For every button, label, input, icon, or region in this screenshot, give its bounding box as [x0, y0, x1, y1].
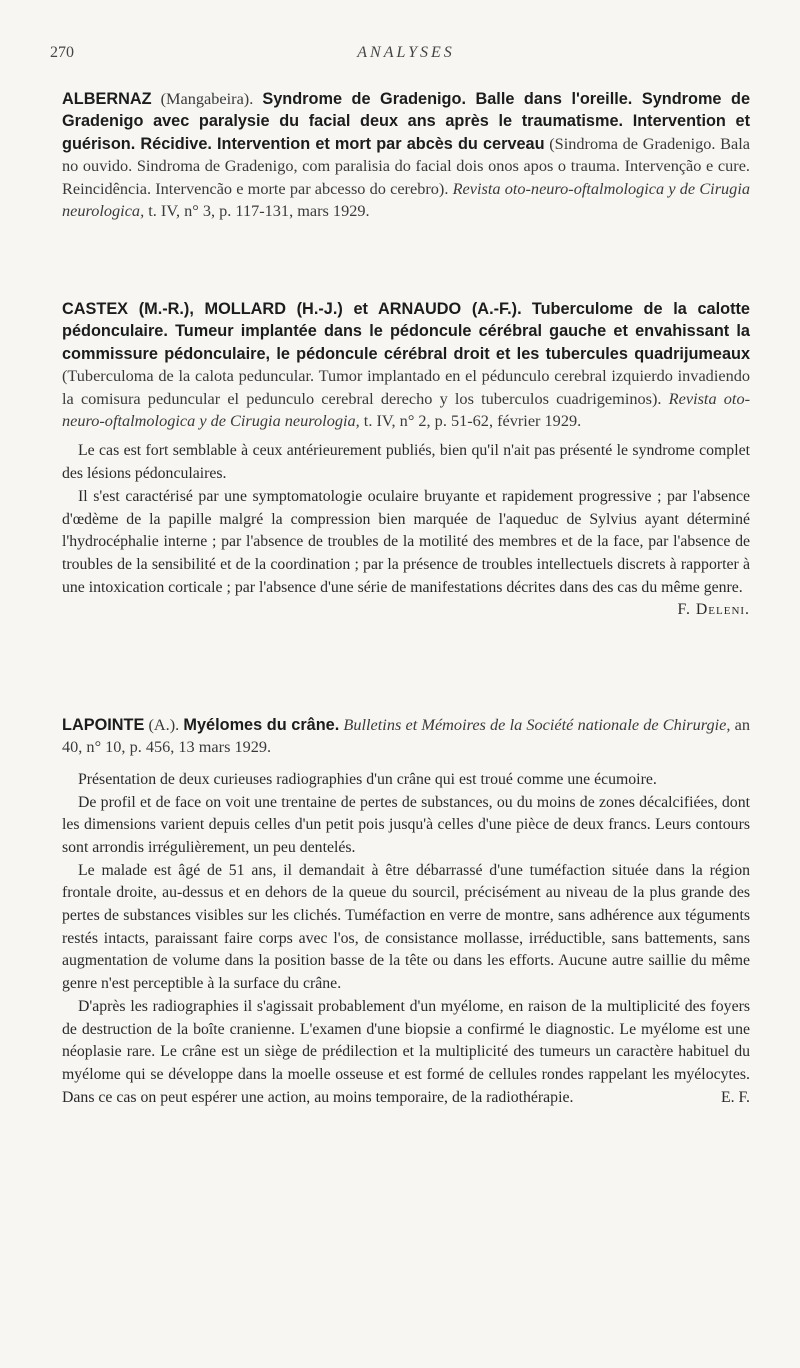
body-paragraph: Le malade est âgé de 51 ans, il demandait à être débarrassé d'une tuméfaction située dans la région frontale droite, au-dessus et en dehors de la queue du sourcil, précisément au niveau de la plus grande des pertes de substances visibles sur les clichés. Tuméfaction en verre de montre, sans adhérence aux téguments restés intacts, paraissant faire corps avec l'os, de consistance mollasse, irréductible, sans battements, sans augmentation de volume dans la position basse de la tête ou dans les efforts. Aucune autre saillie du même genre n'est perceptible à la surface du crâne.	[62, 861, 750, 993]
entry-title-fr: Myélomes du crâne.	[183, 716, 340, 734]
running-head: ANALYSES	[357, 44, 455, 61]
entry-title-original: (Sindroma de Gradenigo. Bala no ouvido. Sindroma de Gradenigo, com paralisia do facial dois onos apos o trauma. Intervenção e cure. Reincidência. Intervencão e morte par abcesso do cerebro).	[62, 133, 750, 198]
abstract-entry-albernaz	[62, 88, 750, 222]
entry-title-original: (Tuberculoma de la calota peduncular. Tumor implantado en el pédunculo cerebral izquierdo invadiendo la comisura peduncular el pedunculo cerebral derecho y los tuberculos cuadrigeminos).	[62, 366, 750, 408]
body-paragraph-text: D'après les radiographies il s'agissait probablement d'un myélome, en raison de la multiplicité des foyers de destruction de la boîte cranienne. L'examen d'une biopsie a confirmé le diagnostic. Le myélome est une néoplasie rare. Le crâne est un siège de prédilection et la multiplicité des tumeurs un caractère habituel du myélome qui se développe dans la moelle osseuse et est formé de cellules rondes rappelant les myélocytes. Dans ce cas on peut espérer une action, au moins temporaire, de la radiothérapie.	[62, 997, 750, 1106]
abstract-entry-castex	[62, 298, 750, 622]
entry-authors-paren: (A.).	[148, 715, 180, 734]
body-paragraph	[62, 486, 750, 619]
entry-citation: t. IV, n° 2, p. 51-62, février 1929.	[363, 411, 582, 431]
entry-authors: CASTEX (M.-R.), MOLLARD (H.-J.) et ARNAUDO (A.-F.).	[62, 300, 522, 318]
signature: E. F.	[720, 1088, 750, 1106]
entry-authors-paren: (Mangabeira).	[160, 89, 254, 108]
body-paragraph	[62, 996, 750, 1110]
entry-journal: Revista oto-neuro-oftalmologica y de Cirugia neurologica,	[62, 178, 750, 221]
signature: F. Deleni.	[677, 601, 750, 619]
body-paragraph: Présentation de deux curieuses radiographies d'un crâne qui est troué comme une écumoire.	[78, 770, 657, 788]
entry-heading	[62, 714, 750, 759]
body-paragraph: Le cas est fort semblable à ceux antérieurement publiés, bien qu'il n'ait pas présenté le syndrome complet des lésions pédonculaires.	[62, 442, 750, 483]
entry-citation: t. IV, n° 3, p. 117-131, mars 1929.	[148, 201, 370, 221]
entry-authors: LAPOINTE	[62, 716, 145, 734]
entry-journal: Bulletins et Mémoires de la Société nationale de Chirurgie,	[343, 715, 731, 734]
entry-authors: ALBERNAZ	[62, 90, 152, 108]
entry-heading	[62, 88, 750, 222]
entry-journal: Revista oto-neuro-oftalmologica y de Cirugia neurologia,	[62, 388, 751, 431]
entry-title-fr: Tuberculome de la calotte pédonculaire. Tumeur implantée dans le pédoncule cérébral gauche et envahissant la commissure pédonculaire, le pédoncule cérébral droit et les tubercules quadrijumeaux	[62, 300, 750, 363]
body-paragraph: De profil et de face on voit une trentaine de pertes de substances, ou du moins de zones décalcifiées, dont les dimensions varient depuis celles d'un petit pois jusqu'à celles d'une pièce de deux francs. Leurs contours sont arrondis irrégulièrement, un peu dentelés.	[62, 793, 750, 856]
page-header	[50, 44, 750, 66]
body-paragraph-text: Il s'est caractérisé par une symptomatologie oculaire bruyante et rapidement progressive ; par l'absence d'œdème de la papille malgré la compression bien marquée de l'aqueduc de Sylvius ayant déterminé l'hydrocéphalie interne ; par l'absence de troubles de la motilité des membres et de la face, par l'absence de troubles de la sensibilité et de la coordination ; par la présence de troubles intellectuels discrets à rapporter à une intoxication corticale ; par l'absence d'une série de manifestations décrites dans des cas du même genre.	[62, 487, 750, 596]
entry-citation: an 40, n° 10, p. 456, 13 mars 1929.	[62, 715, 750, 757]
page-number: 270	[50, 44, 74, 61]
abstract-entry-lapointe	[62, 714, 750, 1109]
entry-title-fr: Syndrome de Gradenigo. Balle dans l'oreille. Syndrome de Gradenigo avec paralysie du facial deux ans après le traumatisme. Intervention et guérison. Récidive. Intervention et mort par abcès du cerveau	[62, 90, 750, 153]
entry-heading	[62, 298, 750, 432]
